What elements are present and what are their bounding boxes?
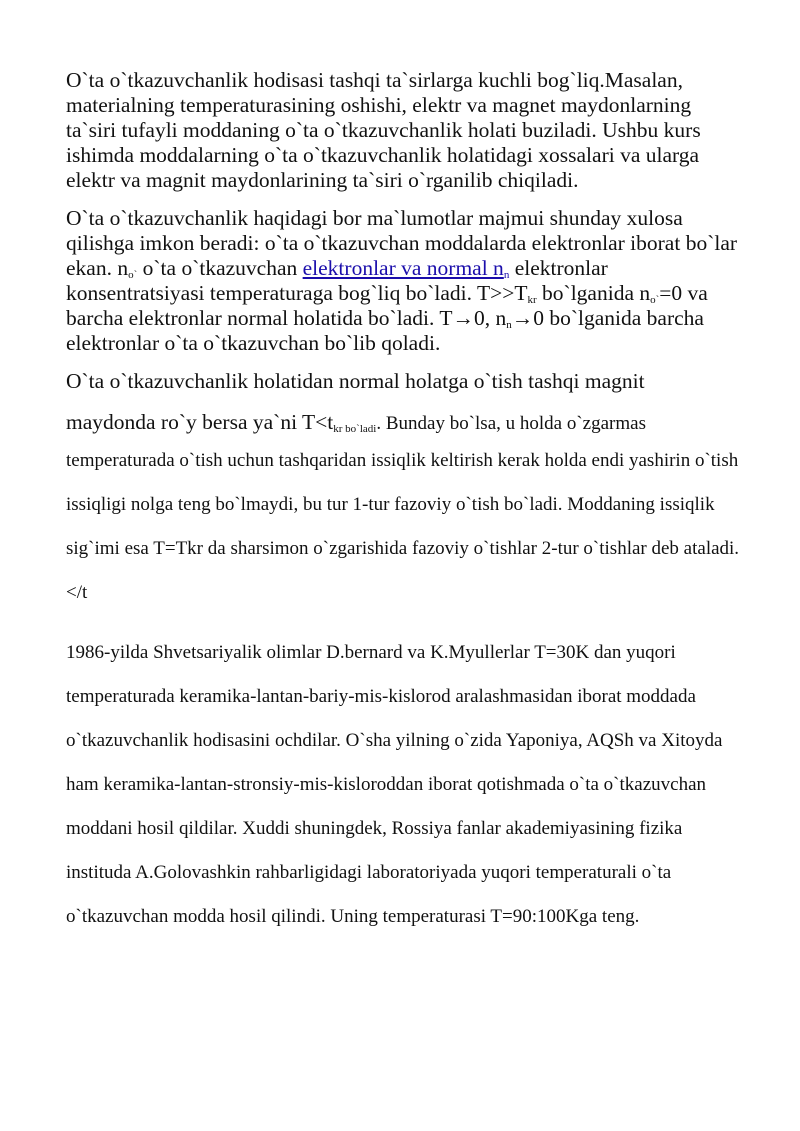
text-segment: o`ta o`tkazuvchan	[137, 256, 303, 280]
electrons-link[interactable]	[303, 256, 510, 280]
paragraph-phase-transition	[66, 369, 740, 615]
link-text[interactable]: elektronlar va normal n	[302, 256, 504, 280]
subscript: kr bo`ladi	[333, 423, 377, 435]
text-segment: maydonda ro`y bersa ya`ni T<t	[66, 410, 334, 434]
text-line	[66, 407, 740, 439]
paragraph-electrons	[66, 206, 740, 356]
paragraph-intro: O`ta o`tkazuvchanlik hodisasi tashqi ta`sirlarga kuchli bog`liq.Masalan, materialning temperaturasining oshishi, elektr va magnet maydonlarning ta`siri tufayli moddaning o`ta o`tkazuvchanlik holati buziladi. Ushbu kurs ishimda moddalarning o`ta o`tkazuvchanlik holatidagi xossalari va ularga elektr va magnit maydonlarining ta`siri o`rganilib chiqiladi.	[66, 68, 701, 192]
text-block: temperaturada o`tish uchun tashqaridan issiqlik keltirish kerak holda endi yashirin o`tish issiqligi nolga teng bo`lmaydi, bu tur 1-tur fazoviy o`tish bo`ladi. Moddaning issiqlik sig`imi esa T=Tkr da sharsimon o`zgarishida fazoviy o`tishlar 2-tur o`tishlar deb ataladi.</t	[66, 450, 740, 603]
text-segment: . Bunday bo`lsa, u holda o`zgarmas	[376, 413, 646, 434]
text-line: O`ta o`tkazuvchanlik holatidan normal holatga o`tish tashqi magnit	[66, 369, 645, 393]
text-segment: =0 va barcha elektronlar normal holatida bo`ladi. T→0, n	[66, 281, 708, 330]
subscript[interactable]: n	[503, 269, 510, 281]
text-segment: O`ta o`tkazuvchanlik haqidagi bor ma`lumotlar majmui shunday xulosa qilishga imkon beradi: o`ta o`tkazuvchan moddalarda elektronlar iborat bo`lar ekan. n	[66, 206, 738, 280]
subscript: o`	[128, 269, 138, 281]
text-segment: elektronlar konsentratsiyasi temperaturaga bog`liq bo`ladi. T>>T	[66, 256, 608, 305]
paragraph-history: 1986-yilda Shvetsariyalik olimlar D.bernard va K.Myullerlar T=30K dan yuqori temperaturada keramika-lantan-bariy-mis-kislorod aralashmasidan iborat moddada o`tkazuvchanlik hodisasini ochdilar. O`sha yilning o`zida Yaponiya, AQSh va Xitoyda ham keramika-lantan-stronsiy-mis-kisloroddan iborat qotishmada o`ta o`tkazuvchan moddani hosil qildilar. Xuddi shuningdek, Rossiya fanlar akademiyasining fizika instituda A.Golovashkin rahbarligidagi laboratoriyada yuqori temperaturali o`ta o`tkazuvchan modda hosil qilindi. Uning temperaturasi T=90:100Kga teng.	[66, 642, 723, 927]
subscript: n	[506, 319, 512, 331]
text-segment: bo`lganida n	[536, 281, 651, 305]
subscript: o`	[650, 294, 660, 306]
text-segment: →0 bo`lganida barcha elektronlar o`ta o`tkazuvchan bo`lib qoladi.	[66, 306, 704, 355]
subscript: kr	[527, 294, 537, 306]
